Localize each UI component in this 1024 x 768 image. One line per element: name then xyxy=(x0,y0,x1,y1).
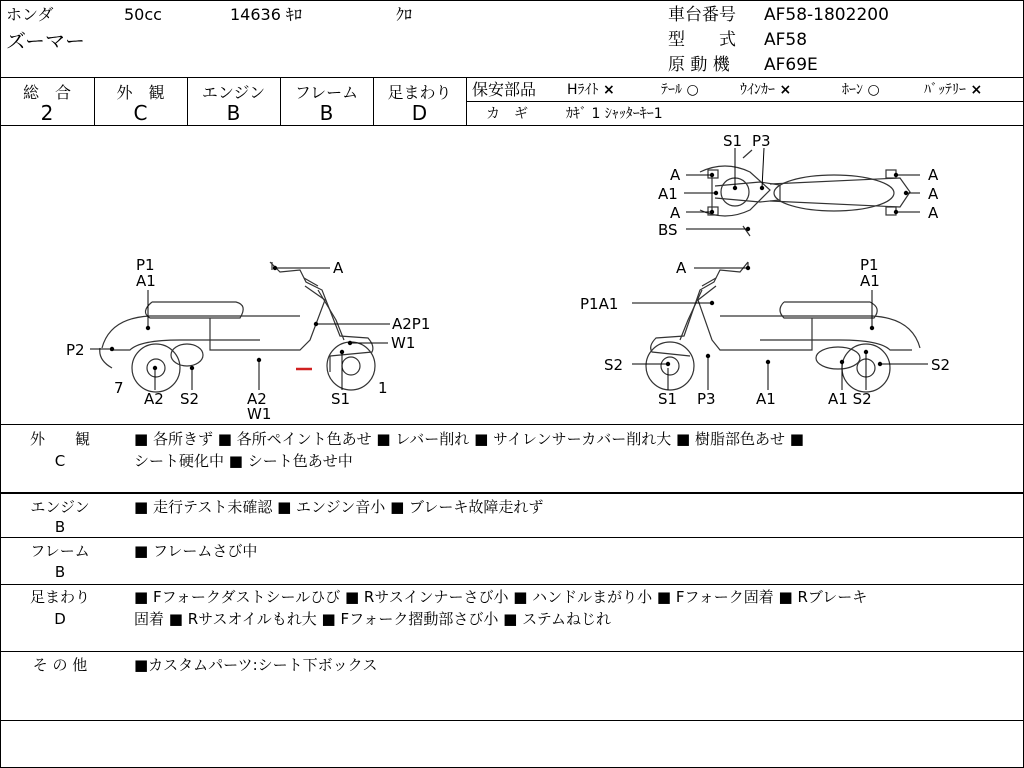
diagram-label: A1 xyxy=(756,390,776,408)
mileage: 14636 ｷﾛ xyxy=(230,5,302,24)
diagram-label: A2 xyxy=(144,390,164,408)
color: ｸﾛ xyxy=(396,5,413,24)
diagram-label: S2 xyxy=(180,390,200,408)
diagram-label: W1 xyxy=(247,405,272,423)
diagram-label: A xyxy=(928,185,939,203)
note-line: ■ 走行テスト未確認 ■ エンジン音小 ■ ブレーキ故障走れず xyxy=(134,498,544,516)
safety-taillight: ﾃｰﾙ ○ xyxy=(661,82,699,98)
note-grade: D xyxy=(54,610,66,628)
diagram-label: S1 xyxy=(331,390,351,408)
diagram-label: W1 xyxy=(391,334,416,352)
rating-exterior-label: 外 観 xyxy=(116,83,165,102)
diagram-label: A xyxy=(670,166,681,184)
diagram-label: P1 xyxy=(136,256,155,274)
key-value: ｶｷﾞ 1 ｼｬｯﾀｰｷｰ1 xyxy=(566,106,663,122)
diagram-label: 7 xyxy=(114,379,124,397)
note-category: 外 観 xyxy=(29,430,90,448)
diagram-label: P3 xyxy=(697,390,716,408)
note-line: ■ フレームさび中 xyxy=(134,542,258,560)
scooter-top-view-icon xyxy=(700,150,910,236)
diagram-label: BS xyxy=(658,221,678,239)
rating-overall-value: 2 xyxy=(40,101,54,125)
diagram-label: P3 xyxy=(752,132,771,150)
diagram-label: A1 xyxy=(658,185,678,203)
diagram-label: A xyxy=(676,259,687,277)
model-name: ズーマー xyxy=(6,29,85,53)
safety-horn: ﾎｰﾝ ○ xyxy=(842,82,880,98)
divider xyxy=(0,424,1023,425)
frame-no: AF58-1802200 xyxy=(764,5,889,25)
diagram-label: A xyxy=(928,204,939,222)
displacement: 50cc xyxy=(124,5,162,24)
note-line: ■カスタムパーツ:シート下ボックス xyxy=(134,656,378,674)
diagram-label: A1 S2 xyxy=(828,390,872,408)
diagram-label: P1 xyxy=(860,256,879,274)
diagram-label: S2 xyxy=(604,356,624,374)
rating-suspension-label: 足まわり xyxy=(387,83,452,102)
rating-engine-label: エンジン xyxy=(201,83,266,102)
safety-winker: ｳｲﾝｶｰ × xyxy=(740,82,792,98)
note-category: フレーム xyxy=(30,542,90,560)
note-category: そ の 他 xyxy=(32,656,88,674)
divider xyxy=(0,720,1023,721)
safety-title: 保安部品 xyxy=(472,80,537,99)
rating-frame-label: フレーム xyxy=(294,83,359,102)
note-line: シート硬化中 ■ シート色あせ中 xyxy=(134,452,353,470)
diagram-label: P2 xyxy=(66,341,85,359)
note-line: ■ Fフォークダストシールひび ■ Rサスインナーさび小 ■ ハンドルまがり小 ■ Fフォーク固着 ■ Rブレーキ xyxy=(134,588,868,606)
diagram-label: A2P1 xyxy=(392,315,431,333)
rating-exterior-value: C xyxy=(133,101,148,125)
divider xyxy=(0,584,1023,585)
diagram-label: A xyxy=(670,204,681,222)
safety-headlight: Hﾗｲﾄ × xyxy=(567,82,615,98)
note-grade: C xyxy=(54,452,66,470)
frame-no-label: 車台番号 xyxy=(668,5,736,25)
diagram-label: A2 xyxy=(247,390,267,408)
rating-frame-value: B xyxy=(319,101,334,125)
diagram-label: P1A1 xyxy=(580,295,619,313)
diagram-label: S1 xyxy=(658,390,678,408)
rating-suspension-value: D xyxy=(411,101,428,125)
divider xyxy=(0,537,1023,538)
diagram-label: A1 xyxy=(860,272,880,290)
rating-engine-value: B xyxy=(226,101,241,125)
safety-battery: ﾊﾞｯﾃﾘｰ × xyxy=(924,82,983,98)
note-grade: B xyxy=(54,563,66,581)
note-line: ■ 各所きず ■ 各所ペイント色あせ ■ レバー削れ ■ サイレンサーカバー削れ大 ■ 樹脂部色あせ ■ xyxy=(134,430,804,448)
diagram-label: S2 xyxy=(931,356,951,374)
diagram-label: A1 xyxy=(136,272,156,290)
diagram-label: 1 xyxy=(378,379,388,397)
diagram-label: A xyxy=(333,259,344,277)
note-line: 固着 ■ Rサスオイルもれ大 ■ Fフォーク摺動部さび小 ■ ステムねじれ xyxy=(134,610,612,628)
type-label: 型 式 xyxy=(668,30,736,50)
maker: ホンダ xyxy=(6,5,54,24)
engine-label: 原 動 機 xyxy=(668,55,730,75)
diagram-label: S1 xyxy=(723,132,743,150)
diagram-label: A xyxy=(928,166,939,184)
type-value: AF58 xyxy=(764,30,808,50)
rating-overall-label: 総 合 xyxy=(22,83,71,102)
note-category: 足まわり xyxy=(29,588,90,606)
note-grade: B xyxy=(54,518,66,536)
divider xyxy=(0,492,1023,494)
divider xyxy=(0,651,1023,652)
key-label: カ ギ xyxy=(486,106,528,122)
engine-value: AF69E xyxy=(764,55,818,75)
note-category: エンジン xyxy=(30,498,90,516)
